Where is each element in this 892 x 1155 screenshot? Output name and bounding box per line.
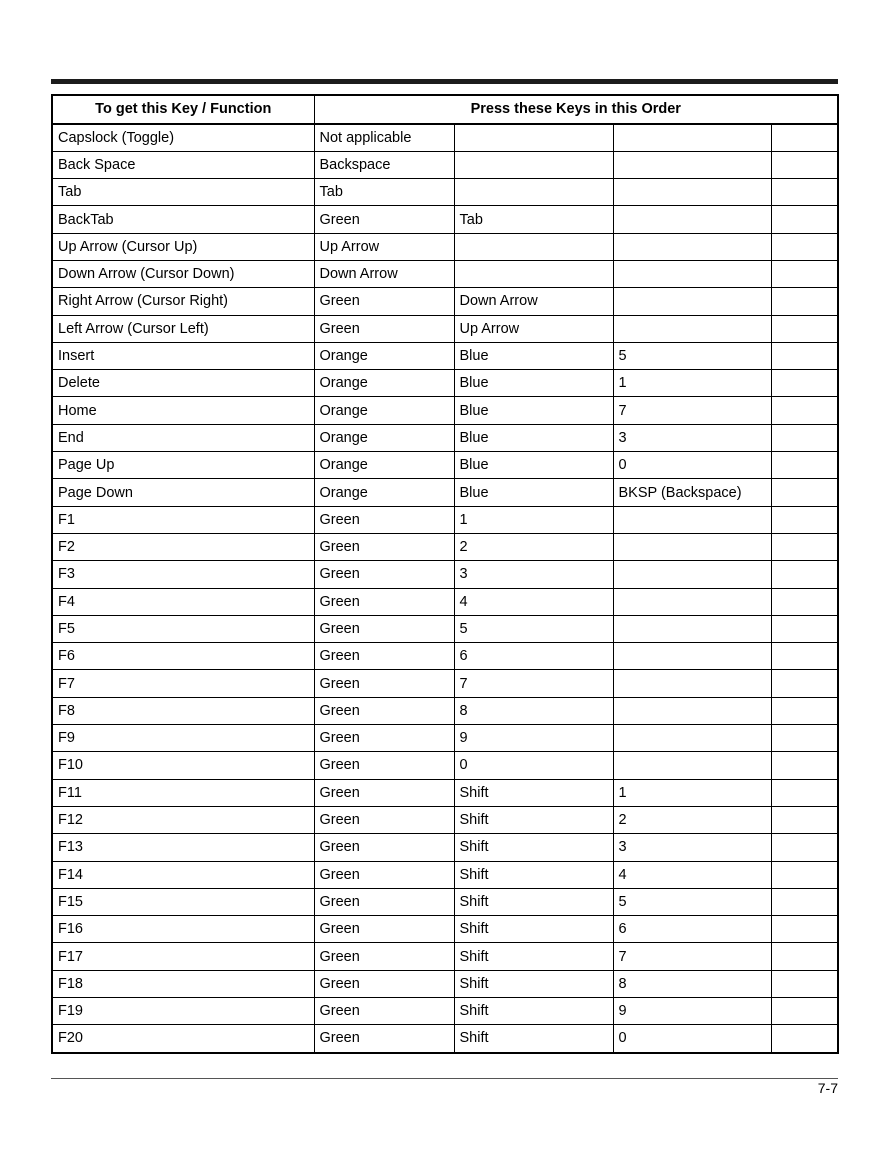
page-number: 7-7 [817,1080,838,1096]
function-cell: F4 [52,588,314,615]
header-press-keys: Press these Keys in this Order [314,95,838,124]
key-cell: Green [314,206,454,233]
key-cell [613,533,771,560]
table-row [52,233,838,260]
key-cell [771,315,838,342]
key-cell: Green [314,561,454,588]
table-row [52,124,838,152]
key-cell [454,151,613,178]
table-row [52,479,838,506]
function-cell: Page Down [52,479,314,506]
table-row [52,561,838,588]
top-rule [51,79,838,84]
key-cell: Backspace [314,151,454,178]
key-cell: 3 [454,561,613,588]
key-cell [771,1025,838,1053]
key-cell: Green [314,533,454,560]
key-cell [613,561,771,588]
key-cell [771,725,838,752]
key-cell [771,533,838,560]
function-cell: F14 [52,861,314,888]
key-cell: Orange [314,370,454,397]
key-cell: Shift [454,861,613,888]
key-cell: Blue [454,452,613,479]
key-cell [613,725,771,752]
function-cell: BackTab [52,206,314,233]
function-cell: F17 [52,943,314,970]
function-cell: F15 [52,888,314,915]
key-cell: Blue [454,424,613,451]
table-row [52,806,838,833]
key-cell [771,206,838,233]
key-cell [613,506,771,533]
key-cell [613,233,771,260]
table-row [52,888,838,915]
key-cell [771,424,838,451]
function-cell: F1 [52,506,314,533]
function-cell: Page Up [52,452,314,479]
function-cell: F2 [52,533,314,560]
key-cell: 5 [613,342,771,369]
table-row [52,943,838,970]
table-row [52,725,838,752]
key-cell [771,943,838,970]
function-cell: F3 [52,561,314,588]
key-cell [771,998,838,1025]
key-cell [771,397,838,424]
function-cell: Left Arrow (Cursor Left) [52,315,314,342]
key-cell: 2 [613,806,771,833]
key-cell [771,970,838,997]
function-cell: F12 [52,806,314,833]
key-cell [771,479,838,506]
key-cell [771,916,838,943]
key-cell: 6 [613,916,771,943]
key-cell [771,806,838,833]
table-row [52,861,838,888]
key-cell: Tab [314,179,454,206]
key-cell: Orange [314,452,454,479]
table-row [52,697,838,724]
table-row [52,370,838,397]
key-cell: Green [314,834,454,861]
function-cell: Back Space [52,151,314,178]
function-cell: F9 [52,725,314,752]
key-cell: 3 [613,834,771,861]
function-cell: F20 [52,1025,314,1053]
key-cell: Shift [454,779,613,806]
key-cell [613,260,771,287]
key-cell [771,697,838,724]
key-cell [771,288,838,315]
key-cell: 8 [454,697,613,724]
table-row [52,916,838,943]
function-cell: F18 [52,970,314,997]
header-key-function: To get this Key / Function [52,95,314,124]
key-cell: Blue [454,370,613,397]
key-cell [771,588,838,615]
table-row [52,588,838,615]
function-cell: Capslock (Toggle) [52,124,314,152]
key-cell [613,697,771,724]
table-row [52,834,838,861]
key-cell [771,179,838,206]
key-cell [771,834,838,861]
key-cell: 1 [454,506,613,533]
function-cell: F8 [52,697,314,724]
key-cell: 2 [454,533,613,560]
key-cell [771,452,838,479]
key-cell [613,615,771,642]
key-cell: Tab [454,206,613,233]
key-cell: 9 [613,998,771,1025]
key-cell [771,670,838,697]
key-cell [771,260,838,287]
key-cell [613,588,771,615]
table-row [52,533,838,560]
key-cell: 1 [613,370,771,397]
key-cell [771,888,838,915]
key-cell: Green [314,315,454,342]
table-row [52,1025,838,1053]
function-cell: Insert [52,342,314,369]
key-cell: Green [314,888,454,915]
table-body [52,124,838,1053]
key-cell: Shift [454,916,613,943]
key-cell: Green [314,643,454,670]
key-cell: Green [314,861,454,888]
key-cell [454,124,613,152]
table-row [52,151,838,178]
key-cell: 3 [613,424,771,451]
key-cell [771,561,838,588]
key-cell: Green [314,779,454,806]
key-cell: Shift [454,970,613,997]
table-row [52,260,838,287]
key-cell: Shift [454,1025,613,1053]
function-cell: End [52,424,314,451]
table-row [52,670,838,697]
table-header-row [52,95,838,124]
table-row [52,998,838,1025]
key-cell: 5 [454,615,613,642]
function-cell: Tab [52,179,314,206]
function-cell: F7 [52,670,314,697]
key-cell [771,779,838,806]
key-cell: Orange [314,424,454,451]
table-row [52,206,838,233]
key-cell: Green [314,725,454,752]
key-cell: 0 [613,452,771,479]
key-cell: Green [314,588,454,615]
key-cell [613,643,771,670]
key-cell: Green [314,697,454,724]
key-cell: Shift [454,806,613,833]
key-cell: Green [314,1025,454,1053]
key-cell [613,179,771,206]
key-cell [771,124,838,152]
key-cell: Shift [454,998,613,1025]
key-cell: 1 [613,779,771,806]
key-cell: Green [314,615,454,642]
key-cell [613,124,771,152]
key-cell: Blue [454,397,613,424]
key-cell: 7 [613,397,771,424]
key-cell [771,643,838,670]
key-cell: Green [314,752,454,779]
key-cell [771,615,838,642]
key-cell: Green [314,670,454,697]
key-cell: Green [314,806,454,833]
function-cell: Home [52,397,314,424]
key-cell [454,260,613,287]
key-cell [613,670,771,697]
key-cell: Shift [454,834,613,861]
table-row [52,970,838,997]
key-cell: 6 [454,643,613,670]
key-cell: 0 [613,1025,771,1053]
function-cell: F13 [52,834,314,861]
table-row [52,397,838,424]
key-cell: Green [314,998,454,1025]
key-cell [613,151,771,178]
key-cell: Orange [314,342,454,369]
table-row [52,315,838,342]
key-cell [771,506,838,533]
key-cell [613,206,771,233]
function-cell: F19 [52,998,314,1025]
key-cell [771,861,838,888]
table-row [52,643,838,670]
key-cell: 7 [454,670,613,697]
key-cell: Shift [454,943,613,970]
key-cell [771,370,838,397]
key-cell: Orange [314,397,454,424]
key-cell [613,752,771,779]
table-row [52,288,838,315]
key-cell: Green [314,916,454,943]
key-cell [771,151,838,178]
function-cell: Delete [52,370,314,397]
function-cell: F5 [52,615,314,642]
key-cell [454,233,613,260]
key-cell: Up Arrow [314,233,454,260]
key-cell [771,752,838,779]
key-cell [771,342,838,369]
table-row [52,342,838,369]
key-cell: Blue [454,342,613,369]
table-row [52,752,838,779]
table-row [52,779,838,806]
key-cell: 9 [454,725,613,752]
key-cell: 0 [454,752,613,779]
key-cell [771,233,838,260]
table-row [52,179,838,206]
key-cell: 4 [454,588,613,615]
key-cell [613,315,771,342]
function-cell: Down Arrow (Cursor Down) [52,260,314,287]
key-cell: 4 [613,861,771,888]
key-cell: 8 [613,970,771,997]
function-cell: F16 [52,916,314,943]
key-cell: Up Arrow [454,315,613,342]
key-cell: 5 [613,888,771,915]
function-cell: F11 [52,779,314,806]
key-cell: Shift [454,888,613,915]
key-cell: Down Arrow [454,288,613,315]
table-row [52,615,838,642]
key-cell: Green [314,943,454,970]
key-cell: 7 [613,943,771,970]
key-cell: Green [314,506,454,533]
function-cell: F10 [52,752,314,779]
function-cell: Right Arrow (Cursor Right) [52,288,314,315]
table-row [52,424,838,451]
key-cell [454,179,613,206]
key-cell [613,288,771,315]
key-cell: Green [314,288,454,315]
key-function-table [51,94,839,1054]
bottom-rule [51,1078,838,1079]
key-cell: Green [314,970,454,997]
table-row [52,506,838,533]
key-cell: Blue [454,479,613,506]
key-cell: Orange [314,479,454,506]
key-cell: BKSP (Backspace) [613,479,771,506]
key-cell: Down Arrow [314,260,454,287]
function-cell: F6 [52,643,314,670]
table-row [52,452,838,479]
function-cell: Up Arrow (Cursor Up) [52,233,314,260]
key-cell: Not applicable [314,124,454,152]
